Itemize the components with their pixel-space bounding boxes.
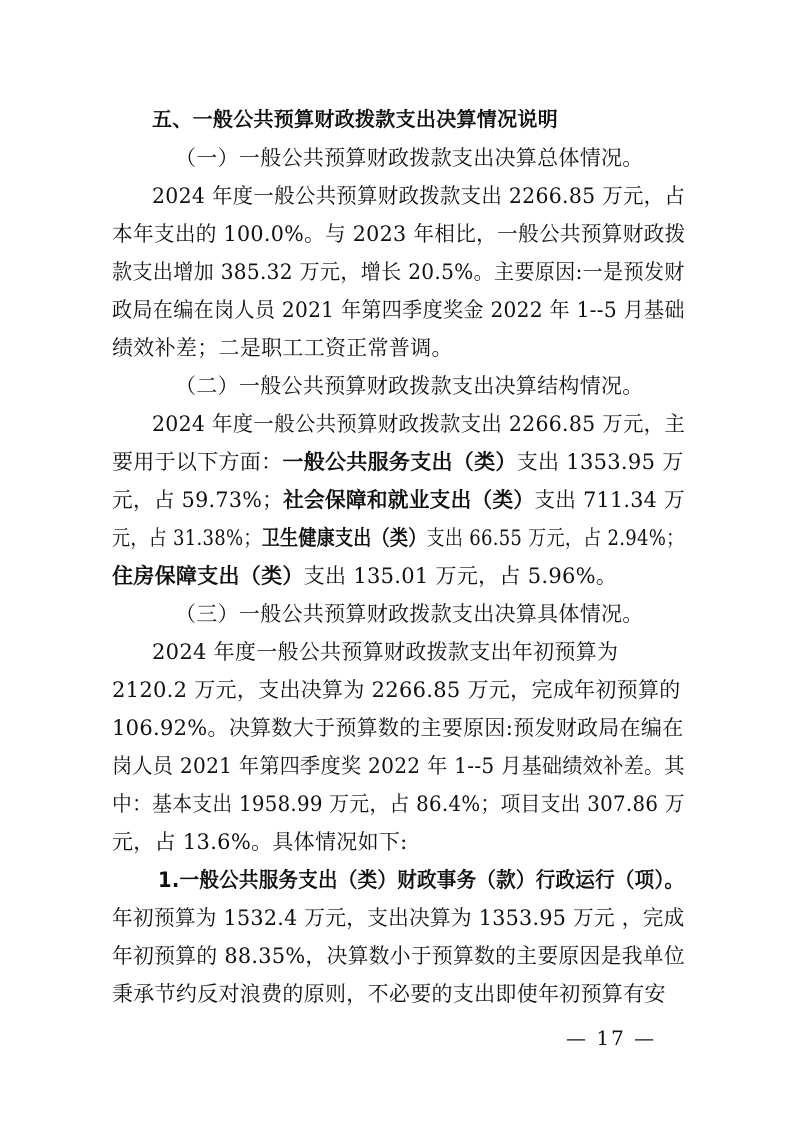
paragraph-line: 政局在编在岗人员 2021 年第四季度奖金 2022 年 1--5 月基础 <box>112 298 685 322</box>
paragraph-line: 2024 年度一般公共预算财政拨款支出年初预算为 <box>152 640 619 664</box>
bold-category: 社会保障和就业支出（类） <box>283 488 535 512</box>
paragraph-line: 款支出增加 385.32 万元，增长 20.5%。主要原因:一是预发财 <box>112 260 685 284</box>
bold-category: 住房保障支出（类） <box>112 564 304 588</box>
paragraph-line: 年初预算为 1532.4 万元，支出决算为 1353.95 万元 ，完成 <box>112 906 685 930</box>
paragraph-line <box>112 484 685 516</box>
text-run: 要用于以下方面： <box>112 450 283 474</box>
subsection-title-3: （三）一般公共预算财政拨款支出决算具体情况。 <box>175 602 644 626</box>
paragraph-line: 秉承节约反对浪费的原则，不必要的支出即使年初预算有安 <box>112 982 666 1006</box>
paragraph-line: 绩效补差；二是职工工资正常普调。 <box>112 336 453 360</box>
paragraph-line: 元，占 13.6%。具体情况如下: <box>112 830 408 854</box>
text-run: 元，占 31.38%； <box>112 526 262 550</box>
paragraph-line: 2024 年度一般公共预算财政拨款支出 2266.85 万元，主 <box>152 412 686 436</box>
paragraph-line: 106.92%。决算数大于预算数的主要原因:预发财政局在编在 <box>112 716 684 740</box>
paragraph-line <box>112 446 684 478</box>
text-run: 支出 135.01 万元，占 5.96%。 <box>303 564 618 588</box>
text-run: 支出 1353.95 万 <box>516 450 684 474</box>
section-heading: 五、一般公共预算财政拨款支出决算情况说明 <box>152 107 558 131</box>
paragraph-line: 岗人员 2021 年第四季度奖 2022 年 1--5 月基础绩效补差。其 <box>112 754 685 778</box>
subsection-title-1: （一）一般公共预算财政拨款支出决算总体情况。 <box>175 146 644 170</box>
paragraph-line <box>112 560 617 592</box>
paragraph-line: 2120.2 万元，支出决算为 2266.85 万元，完成年初预算的 <box>112 678 681 702</box>
paragraph-line <box>112 522 684 554</box>
paragraph-line: 2024 年度一般公共预算财政拨款支出 2266.85 万元，占 <box>152 184 686 208</box>
text-run: 元，占 59.73%； <box>112 488 284 512</box>
text-run: 支出 66.55 万元，占 2.94%； <box>426 526 685 550</box>
text-run: 支出 711.34 万 <box>534 488 685 512</box>
bold-category: 一般公共服务支出（类） <box>282 450 517 474</box>
bold-category: 卫生健康支出（类） <box>261 526 427 550</box>
subsection-title-2: （二）一般公共预算财政拨款支出决算结构情况。 <box>175 374 644 398</box>
item-title-1: 1.一般公共服务支出（类）财政事务（款）行政运行（项）。 <box>158 868 685 892</box>
paragraph-line: 中：基本支出 1958.99 万元，占 86.4%；项目支出 307.86 万 <box>112 792 685 816</box>
paragraph-line: 本年支出的 100.0%。与 2023 年相比，一般公共预算财政拨 <box>112 222 686 246</box>
page-number: — 17 — <box>566 1026 657 1050</box>
paragraph-line: 年初预算的 88.35%，决算数小于预算数的主要原因是我单位 <box>112 944 685 968</box>
